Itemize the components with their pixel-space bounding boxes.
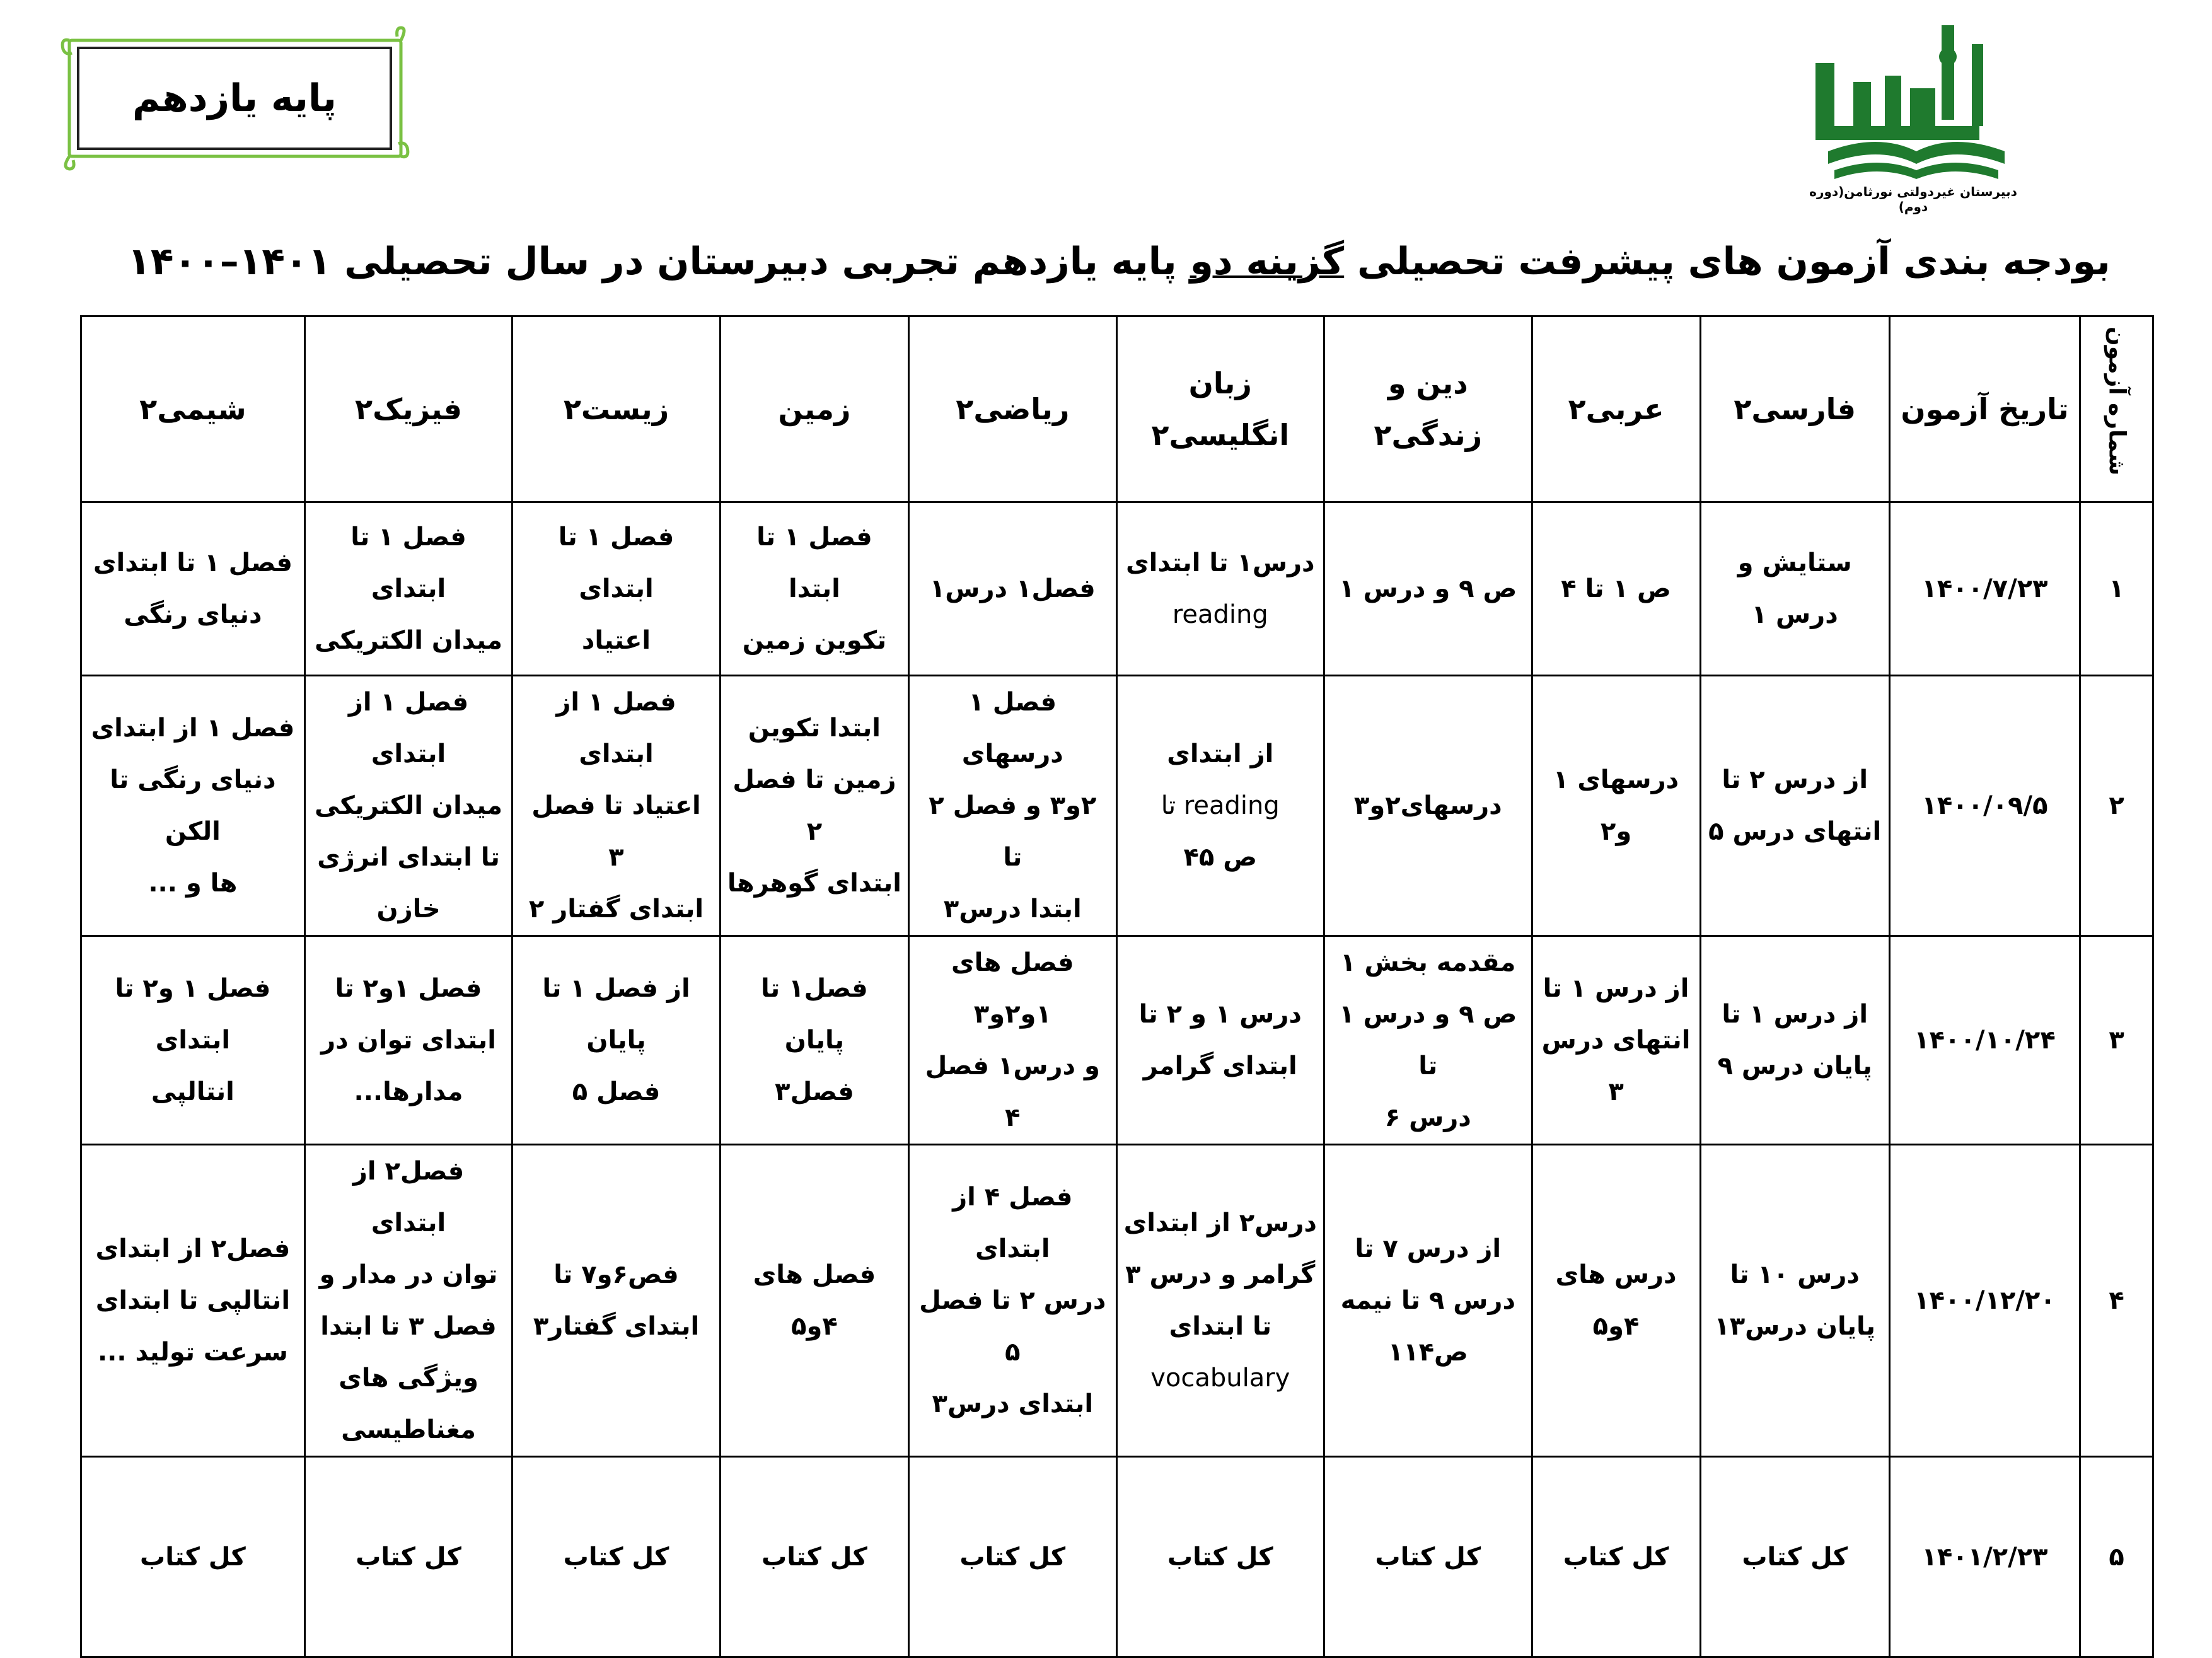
syllabus-line: انتهای درس xyxy=(1541,1026,1691,1055)
exam-date-cell: ۱۴۰۰/۱۲/۲۰ xyxy=(1889,1145,2080,1457)
header-subject xyxy=(304,316,512,502)
syllabus-line: از درس ۲ تا xyxy=(1722,765,1868,794)
syllabus-line: ص ۱ تا ۴ xyxy=(1561,574,1671,603)
syllabus-cell xyxy=(909,1145,1117,1457)
syllabus-line: پایان درس۱۳ xyxy=(1714,1312,1876,1341)
syllabus-cell xyxy=(1324,1145,1532,1457)
exam-date-cell: ۱۴۰۰/۱۰/۲۴ xyxy=(1889,936,2080,1145)
syllabus-cell xyxy=(909,1457,1117,1657)
syllabus-line: ص ۹ و درس ۱ تا xyxy=(1339,1000,1517,1081)
header-subject xyxy=(1116,316,1324,502)
syllabus-line: میدان الکتریکی xyxy=(315,626,502,655)
syllabus-line: ابتدای گوهرها xyxy=(727,869,901,898)
header-subject xyxy=(720,316,908,502)
syllabus-cell xyxy=(1700,1145,1889,1457)
syllabus-line: فصل۲ از ابتدای xyxy=(352,1157,465,1238)
exam-number-cell: ۱ xyxy=(2080,502,2153,676)
page-title xyxy=(82,240,2156,284)
syllabus-line: کل کتاب xyxy=(563,1542,669,1572)
syllabus-cell xyxy=(1532,1457,1700,1657)
school-logo-icon xyxy=(1809,19,2017,208)
syllabus-line: خازن xyxy=(376,895,441,924)
syllabus-line: فصل ۱ تا ابتدا xyxy=(756,523,872,603)
header-label: عربی۲ xyxy=(1568,392,1664,426)
syllabus-cell xyxy=(304,502,512,676)
syllabus-line: فصل ۱ از ابتدای xyxy=(91,714,295,743)
syllabus-line: ص ۴۵ xyxy=(1183,843,1258,872)
exam-number-cell: ۵ xyxy=(2080,1457,2153,1657)
syllabus-line: کل کتاب xyxy=(1563,1542,1669,1572)
syllabus-line: درس ۱ xyxy=(1751,600,1838,629)
syllabus-cell xyxy=(720,1457,908,1657)
header-label: شماره آزمون xyxy=(2104,327,2130,476)
syllabus-line: کل کتاب xyxy=(356,1542,461,1572)
syllabus-line: درس۱ تا ابتدای xyxy=(1125,548,1315,577)
table-row xyxy=(81,502,2153,676)
syllabus-line: تکوین زمین xyxy=(742,626,887,655)
syllabus-line: مدارها... xyxy=(354,1077,463,1106)
syllabus-cell xyxy=(1532,936,1700,1145)
syllabus-cell xyxy=(1532,1145,1700,1457)
syllabus-line: فصل ۱ تا ابتدای xyxy=(93,548,292,577)
syllabus-line: ها و ... xyxy=(148,869,238,898)
syllabus-line: انتالپی تا ابتدای xyxy=(95,1286,291,1315)
table-row xyxy=(81,936,2153,1145)
syllabus-line: از فصل ۱ تا پایان xyxy=(542,974,690,1055)
syllabus-line: اعتیاد xyxy=(581,626,651,655)
syllabus-cell xyxy=(1116,936,1324,1145)
syllabus-line: ابتدا تکوین xyxy=(748,714,881,743)
syllabus-line: کل کتاب xyxy=(1167,1542,1273,1572)
syllabus-line: انتهای درس ۵ xyxy=(1708,817,1882,846)
syllabus-line: vocabulary xyxy=(1150,1364,1290,1393)
header-label: زبان انگلیسی۲ xyxy=(1151,366,1290,452)
title-underlined: گزینه دو xyxy=(1190,240,1345,284)
syllabus-cell xyxy=(1532,502,1700,676)
syllabus-line: کل کتاب xyxy=(140,1542,246,1572)
syllabus-cell xyxy=(1324,502,1532,676)
syllabus-cell xyxy=(512,1457,721,1657)
syllabus-line: توان در مدار و xyxy=(319,1260,498,1289)
header-exam-date xyxy=(1889,316,2080,502)
exam-number-cell: ۳ xyxy=(2080,936,2153,1145)
header-label: فیزیک۲ xyxy=(355,392,462,426)
syllabus-line: فصل ۱ تا ابتدای xyxy=(558,523,675,603)
header-subject xyxy=(909,316,1117,502)
header-label: دین و زندگی۲ xyxy=(1374,366,1483,452)
syllabus-line: فصل۱ درس۱ xyxy=(929,574,1096,603)
syllabus-line: فصل ۱و۲ تا xyxy=(335,974,482,1003)
syllabus-cell xyxy=(1116,1145,1324,1457)
syllabus-cell xyxy=(81,502,305,676)
syllabus-line: درس ۹ تا نیمه xyxy=(1340,1286,1515,1315)
syllabus-cell xyxy=(81,676,305,936)
syllabus-line: درس۲ از ابتدای xyxy=(1123,1209,1317,1238)
syllabus-line: فصل۲ از ابتدای xyxy=(95,1234,291,1263)
header-subject xyxy=(1532,316,1700,502)
syllabus-cell xyxy=(909,936,1117,1145)
syllabus-line: تا ابتدای xyxy=(1169,1312,1272,1341)
syllabus-line: و درس۱ فصل ۴ xyxy=(925,1052,1100,1132)
syllabus-cell xyxy=(1324,676,1532,936)
syllabus-line: درسهای ۱ و۲ xyxy=(1553,765,1679,846)
syllabus-line: reading تا xyxy=(1161,791,1280,820)
syllabus-line: فصل ۳ تا ابتدا xyxy=(320,1312,497,1341)
title-part-1: بودجه بندی آزمون های پیشرفت تحصیلی xyxy=(1344,240,2111,284)
syllabus-cell xyxy=(304,1145,512,1457)
header-label: ریاضی۲ xyxy=(956,392,1070,426)
syllabus-line: ابتدای توان در xyxy=(321,1026,496,1055)
table-row xyxy=(81,1457,2153,1657)
syllabus-line: فصل ۱ تا ابتدای xyxy=(350,523,466,603)
syllabus-line: از ابتدای xyxy=(1167,739,1274,768)
grade-label-scroll xyxy=(55,25,415,171)
syllabus-line: درس ۱۰ تا xyxy=(1730,1260,1860,1289)
syllabus-line: ابتدای درس۳ xyxy=(932,1389,1094,1418)
syllabus-line: ص۱۱۴ xyxy=(1387,1338,1468,1367)
syllabus-line: اعتیاد تا فصل ۳ xyxy=(531,791,701,872)
syllabus-line: کل کتاب xyxy=(1375,1542,1481,1572)
header-subject xyxy=(81,316,305,502)
title-part-2: پایه یازدهم تجربی دبیرستان در سال تحصیلی ۱۴۰۱–۱۴۰۰ xyxy=(127,240,1190,284)
syllabus-line: مغناطیسی xyxy=(341,1415,476,1444)
syllabus-line: ابتدای گفتار۳ xyxy=(533,1312,700,1341)
header-label: فارسی۲ xyxy=(1734,392,1856,426)
syllabus-line: ۲و۳ و فصل ۲ تا xyxy=(929,791,1097,872)
header-subject xyxy=(1700,316,1889,502)
syllabus-line: کل کتاب xyxy=(1742,1542,1848,1572)
syllabus-cell xyxy=(1116,502,1324,676)
exam-number-cell: ۲ xyxy=(2080,676,2153,936)
syllabus-cell xyxy=(512,676,721,936)
syllabus-line: فصل های ۴و۵ xyxy=(753,1260,876,1341)
syllabus-line: کل کتاب xyxy=(959,1542,1066,1572)
syllabus-line: درس ۱ و ۲ تا xyxy=(1138,1000,1302,1029)
syllabus-cell xyxy=(81,1145,305,1457)
exam-schedule-table xyxy=(80,315,2154,1658)
syllabus-line: فصل۱ تا پایان xyxy=(761,974,868,1055)
header-label: زمین xyxy=(778,392,851,426)
syllabus-cell xyxy=(909,676,1117,936)
syllabus-line: فصل ۱ درسهای xyxy=(961,688,1063,768)
exam-date-cell: ۱۴۰۱/۲/۲۳ xyxy=(1889,1457,2080,1657)
syllabus-cell xyxy=(304,1457,512,1657)
syllabus-line: ستایش و xyxy=(1737,548,1852,577)
exam-date-cell: ۱۴۰۰/۰۹/۵ xyxy=(1889,676,2080,936)
syllabus-line: reading xyxy=(1172,600,1268,629)
syllabus-cell xyxy=(81,936,305,1145)
syllabus-line: فص۶و۷ تا xyxy=(553,1260,679,1289)
syllabus-cell xyxy=(512,1145,721,1457)
syllabus-line: فصل۳ xyxy=(775,1077,854,1106)
syllabus-cell xyxy=(81,1457,305,1657)
table-header-row xyxy=(81,316,2153,502)
syllabus-line: پایان درس ۹ xyxy=(1717,1052,1872,1081)
syllabus-cell xyxy=(1532,676,1700,936)
syllabus-line: فصل ۱ و۲ تا ابتدای xyxy=(115,974,271,1055)
header-subject xyxy=(1324,316,1532,502)
header-label: تاریخ آزمون xyxy=(1901,392,2069,426)
table-row xyxy=(81,676,2153,936)
logo-caption: دبیرستان غیردولتی نورثامن(دوره دوم) xyxy=(1809,184,2017,214)
syllabus-line: گرامر و درس ۳ xyxy=(1125,1260,1316,1289)
header-label: شیمی۲ xyxy=(139,392,246,426)
syllabus-line: فصل ۱ از ابتدای xyxy=(556,688,676,768)
syllabus-line: دنیای رنگی xyxy=(124,600,262,629)
syllabus-cell xyxy=(1116,1457,1324,1657)
syllabus-line: درسهای۲و۳ xyxy=(1353,791,1502,820)
header-subject xyxy=(512,316,721,502)
syllabus-cell xyxy=(304,936,512,1145)
syllabus-line: فصل ۵ xyxy=(572,1077,661,1106)
syllabus-cell xyxy=(512,936,721,1145)
exam-number-cell: ۴ xyxy=(2080,1145,2153,1457)
syllabus-cell xyxy=(1324,936,1532,1145)
syllabus-line: از درس ۷ تا xyxy=(1355,1234,1502,1263)
syllabus-line: ۳ xyxy=(1608,1077,1624,1106)
syllabus-line: کل کتاب xyxy=(761,1542,867,1572)
syllabus-line: میدان الکتریکی xyxy=(315,791,502,820)
syllabus-cell xyxy=(1700,676,1889,936)
syllabus-cell xyxy=(720,676,908,936)
syllabus-line: ابتدای گرامر xyxy=(1143,1052,1297,1081)
syllabus-cell xyxy=(304,676,512,936)
syllabus-cell xyxy=(909,502,1117,676)
syllabus-cell xyxy=(720,502,908,676)
exam-date-cell: ۱۴۰۰/۷/۲۳ xyxy=(1889,502,2080,676)
syllabus-line: ویژگی های xyxy=(339,1364,478,1393)
syllabus-line: مقدمه بخش ۱ xyxy=(1340,948,1516,977)
syllabus-line: درس ۶ xyxy=(1384,1103,1471,1132)
syllabus-cell xyxy=(1324,1457,1532,1657)
syllabus-line: از درس ۱ تا xyxy=(1543,974,1689,1003)
syllabus-line: فصل های ۱و۲و۳ xyxy=(951,948,1074,1029)
table-row xyxy=(81,1145,2153,1457)
syllabus-cell xyxy=(1700,1457,1889,1657)
syllabus-line: انتالپی xyxy=(151,1077,235,1106)
syllabus-line: ص ۹ و درس ۱ xyxy=(1339,574,1517,603)
syllabus-line: فصل ۱ از ابتدای xyxy=(348,688,469,768)
header-exam-number xyxy=(2080,316,2153,502)
syllabus-line: ابتدای گفتار ۲ xyxy=(528,895,704,924)
grade-label: پایه یازدهم xyxy=(77,47,392,150)
syllabus-line: از درس ۱ تا xyxy=(1722,1000,1868,1029)
syllabus-cell xyxy=(720,936,908,1145)
syllabus-cell xyxy=(512,502,721,676)
syllabus-line: درس ۲ تا فصل ۵ xyxy=(919,1286,1106,1367)
school-logo xyxy=(1809,19,2017,208)
syllabus-line: دنیای رنگی تا الکن xyxy=(110,765,276,846)
syllabus-line: درس های xyxy=(1555,1260,1677,1289)
header-label: زیست۲ xyxy=(563,392,669,426)
syllabus-cell xyxy=(1700,502,1889,676)
syllabus-cell xyxy=(1700,936,1889,1145)
syllabus-cell xyxy=(720,1145,908,1457)
syllabus-line: ابتدا درس۳ xyxy=(943,895,1082,924)
syllabus-cell xyxy=(1116,676,1324,936)
syllabus-line: ۴و۵ xyxy=(1592,1312,1640,1341)
syllabus-line: فصل ۴ از ابتدای xyxy=(953,1183,1073,1263)
syllabus-line: سرعت تولید ... xyxy=(97,1338,288,1367)
syllabus-line: زمین تا فصل ۲ xyxy=(733,765,896,846)
syllabus-line: تا ابتدای انرژی xyxy=(317,843,500,872)
